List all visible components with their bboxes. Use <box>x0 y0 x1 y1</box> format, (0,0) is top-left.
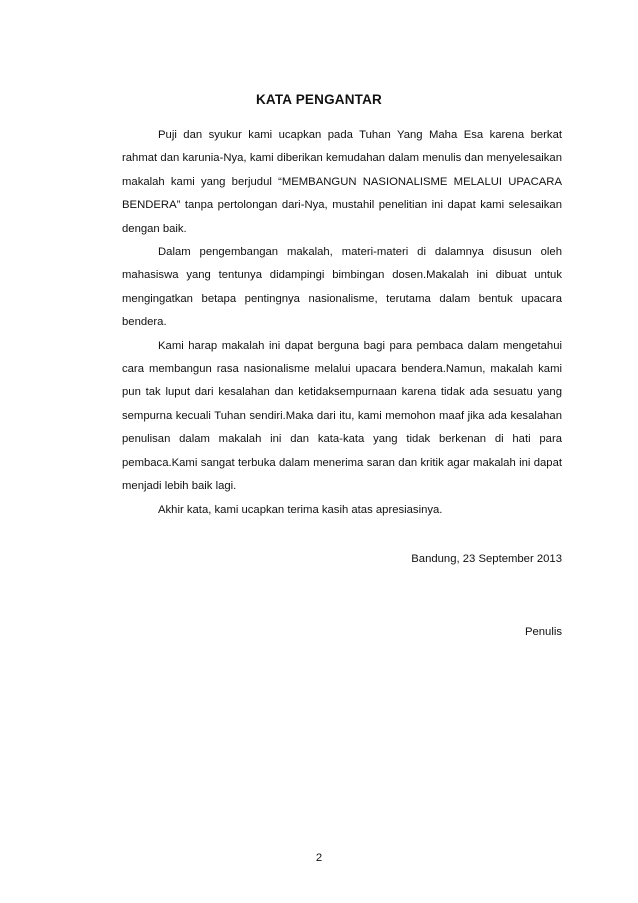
paragraph-opening: Puji dan syukur kami ucapkan pada Tuhan Yang Maha Esa karena berkat rahmat dan karunia-Nya, kami diberikan kemudahan dalam menulis dan menyelesaikan makalah kami yang berjudul “MEMBANGUN NASIONALISME MELALUI UPACARA BENDERA” tanpa pertolongan dari-Nya, mustahil penelitian ini dapat kami selesaikan dengan baik. <box>122 129 562 235</box>
body-text <box>122 124 562 522</box>
place-date: Bandung, 23 September 2013 <box>411 553 562 565</box>
page-number: 2 <box>315 852 323 864</box>
paragraph-hope: Kami harap makalah ini dapat berguna bagi para pembaca dalam mengetahui cara membangun rasa nasionalisme melalui upacara bendera.Namun, makalah kami pun tak luput dari kesalahan dan ketidaksempurnaan karena tidak ada sesuatu yang sempurna kecuali Tuhan sendiri.Maka dari itu, kami memohon maaf jika ada kesalahan penulisan dalam makalah ini dan kata-kata yang tidak berkenan di hati para pembaca.Kami sangat terbuka dalam menerima saran dan kritik agar makalah ini dapat menjadi lebih baik lagi. <box>122 339 562 493</box>
paragraph-development: Dalam pengembangan makalah, materi-materi di dalamnya disusun oleh mahasiswa yang tentunya didampingi bimbingan dosen.Makalah ini dibuat untuk mengingatkan betapa pentingnya nasionalisme, terutama dalam bentuk upacara bendera. <box>122 246 562 329</box>
page-title: KATA PENGANTAR <box>255 92 383 107</box>
author-signature: Penulis <box>524 626 562 638</box>
paragraph-closing: Akhir kata, kami ucapkan terima kasih atas apresiasinya. <box>158 503 443 516</box>
